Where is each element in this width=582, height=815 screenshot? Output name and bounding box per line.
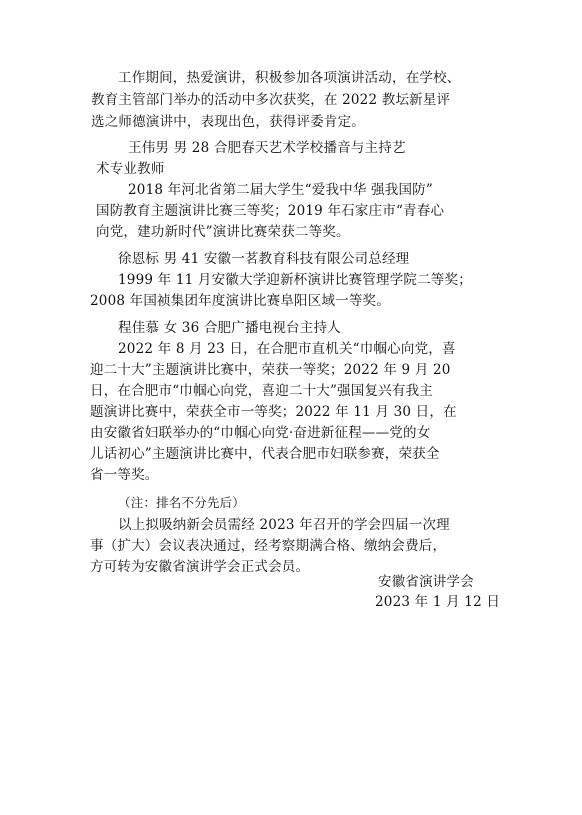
member-2-header: 徐恩标 男 41 安徽一茗教育科技有限公司总经理 — [118, 251, 410, 267]
member-2-award-line-1: 1999 年 11 月安徽大学迎新杯演讲比赛管理学院二等奖； — [118, 272, 472, 288]
member-1-header-cont: 术专业教师 — [96, 161, 165, 177]
member-3-award-line-1: 2022 年 8 月 23 日，在合肥市直机关“巾帼心向党，喜 — [118, 341, 456, 357]
ranking-note: （注：排名不分先后） — [118, 495, 246, 510]
member-3-award-line-4: 题演讲比赛中，荣获全市一等奖；2022 年 11 月 30 日，在 — [90, 404, 457, 420]
intro-line-1: 工作期间，热爱演讲，积极参加各项演讲活动，在学校、 — [118, 70, 461, 86]
member-3-award-line-7: 省一等奖。 — [90, 467, 159, 483]
member-3-award-line-5: 由安徽省妇联举办的“巾帼心向党·奋进新征程——党的女 — [90, 425, 431, 441]
member-1-award-line-1: 2018 年河北省第二届大学生“爱我中华 强我国防” — [128, 182, 433, 198]
intro-line-2: 教育主管部门举办的活动中多次获奖，在 2022 教坛新星评 — [91, 92, 451, 108]
member-1-award-line-3: 向党，建功新时代”演讲比赛荣获二等奖。 — [96, 224, 350, 240]
intro-line-3: 选之师德演讲中，表现出色，获得评委肯定。 — [91, 114, 365, 130]
closing-line-2: 事（扩大）会议表决通过，经考察期满合格、缴纳会费后， — [90, 538, 447, 554]
member-3-header: 程佳慕 女 36 合肥广播电视台主持人 — [118, 320, 341, 336]
member-3-award-line-2: 迎二十大”主题演讲比赛中，荣获一等奖；2022 年 9 月 20 — [90, 362, 451, 378]
signature-org: 安徽省演讲学会 — [378, 574, 474, 590]
signature-date: 2023 年 1 月 12 日 — [375, 594, 501, 610]
member-1-header: 王伟男 男 28 合肥春天艺术学校播音与主持艺 — [128, 140, 406, 156]
closing-line-3: 方可转为安徽省演讲学会正式会员。 — [90, 559, 310, 575]
member-2-award-line-2: 2008 年国祯集团年度演讲比赛阜阳区域一等奖。 — [90, 293, 390, 309]
member-1-award-line-2: 国防教育主题演讲比赛三等奖；2019 年石家庄市“青春心 — [96, 203, 445, 219]
member-3-award-line-3: 日，在合肥市“巾帼心向党，喜迎二十大”强国复兴有我主 — [90, 383, 434, 399]
closing-line-1: 以上拟吸纳新会员需经 2023 年召开的学会四届一次理 — [118, 517, 450, 533]
member-3-award-line-6: 儿话初心”主题演讲比赛中，代表合肥市妇联参赛，荣获全 — [90, 446, 440, 462]
